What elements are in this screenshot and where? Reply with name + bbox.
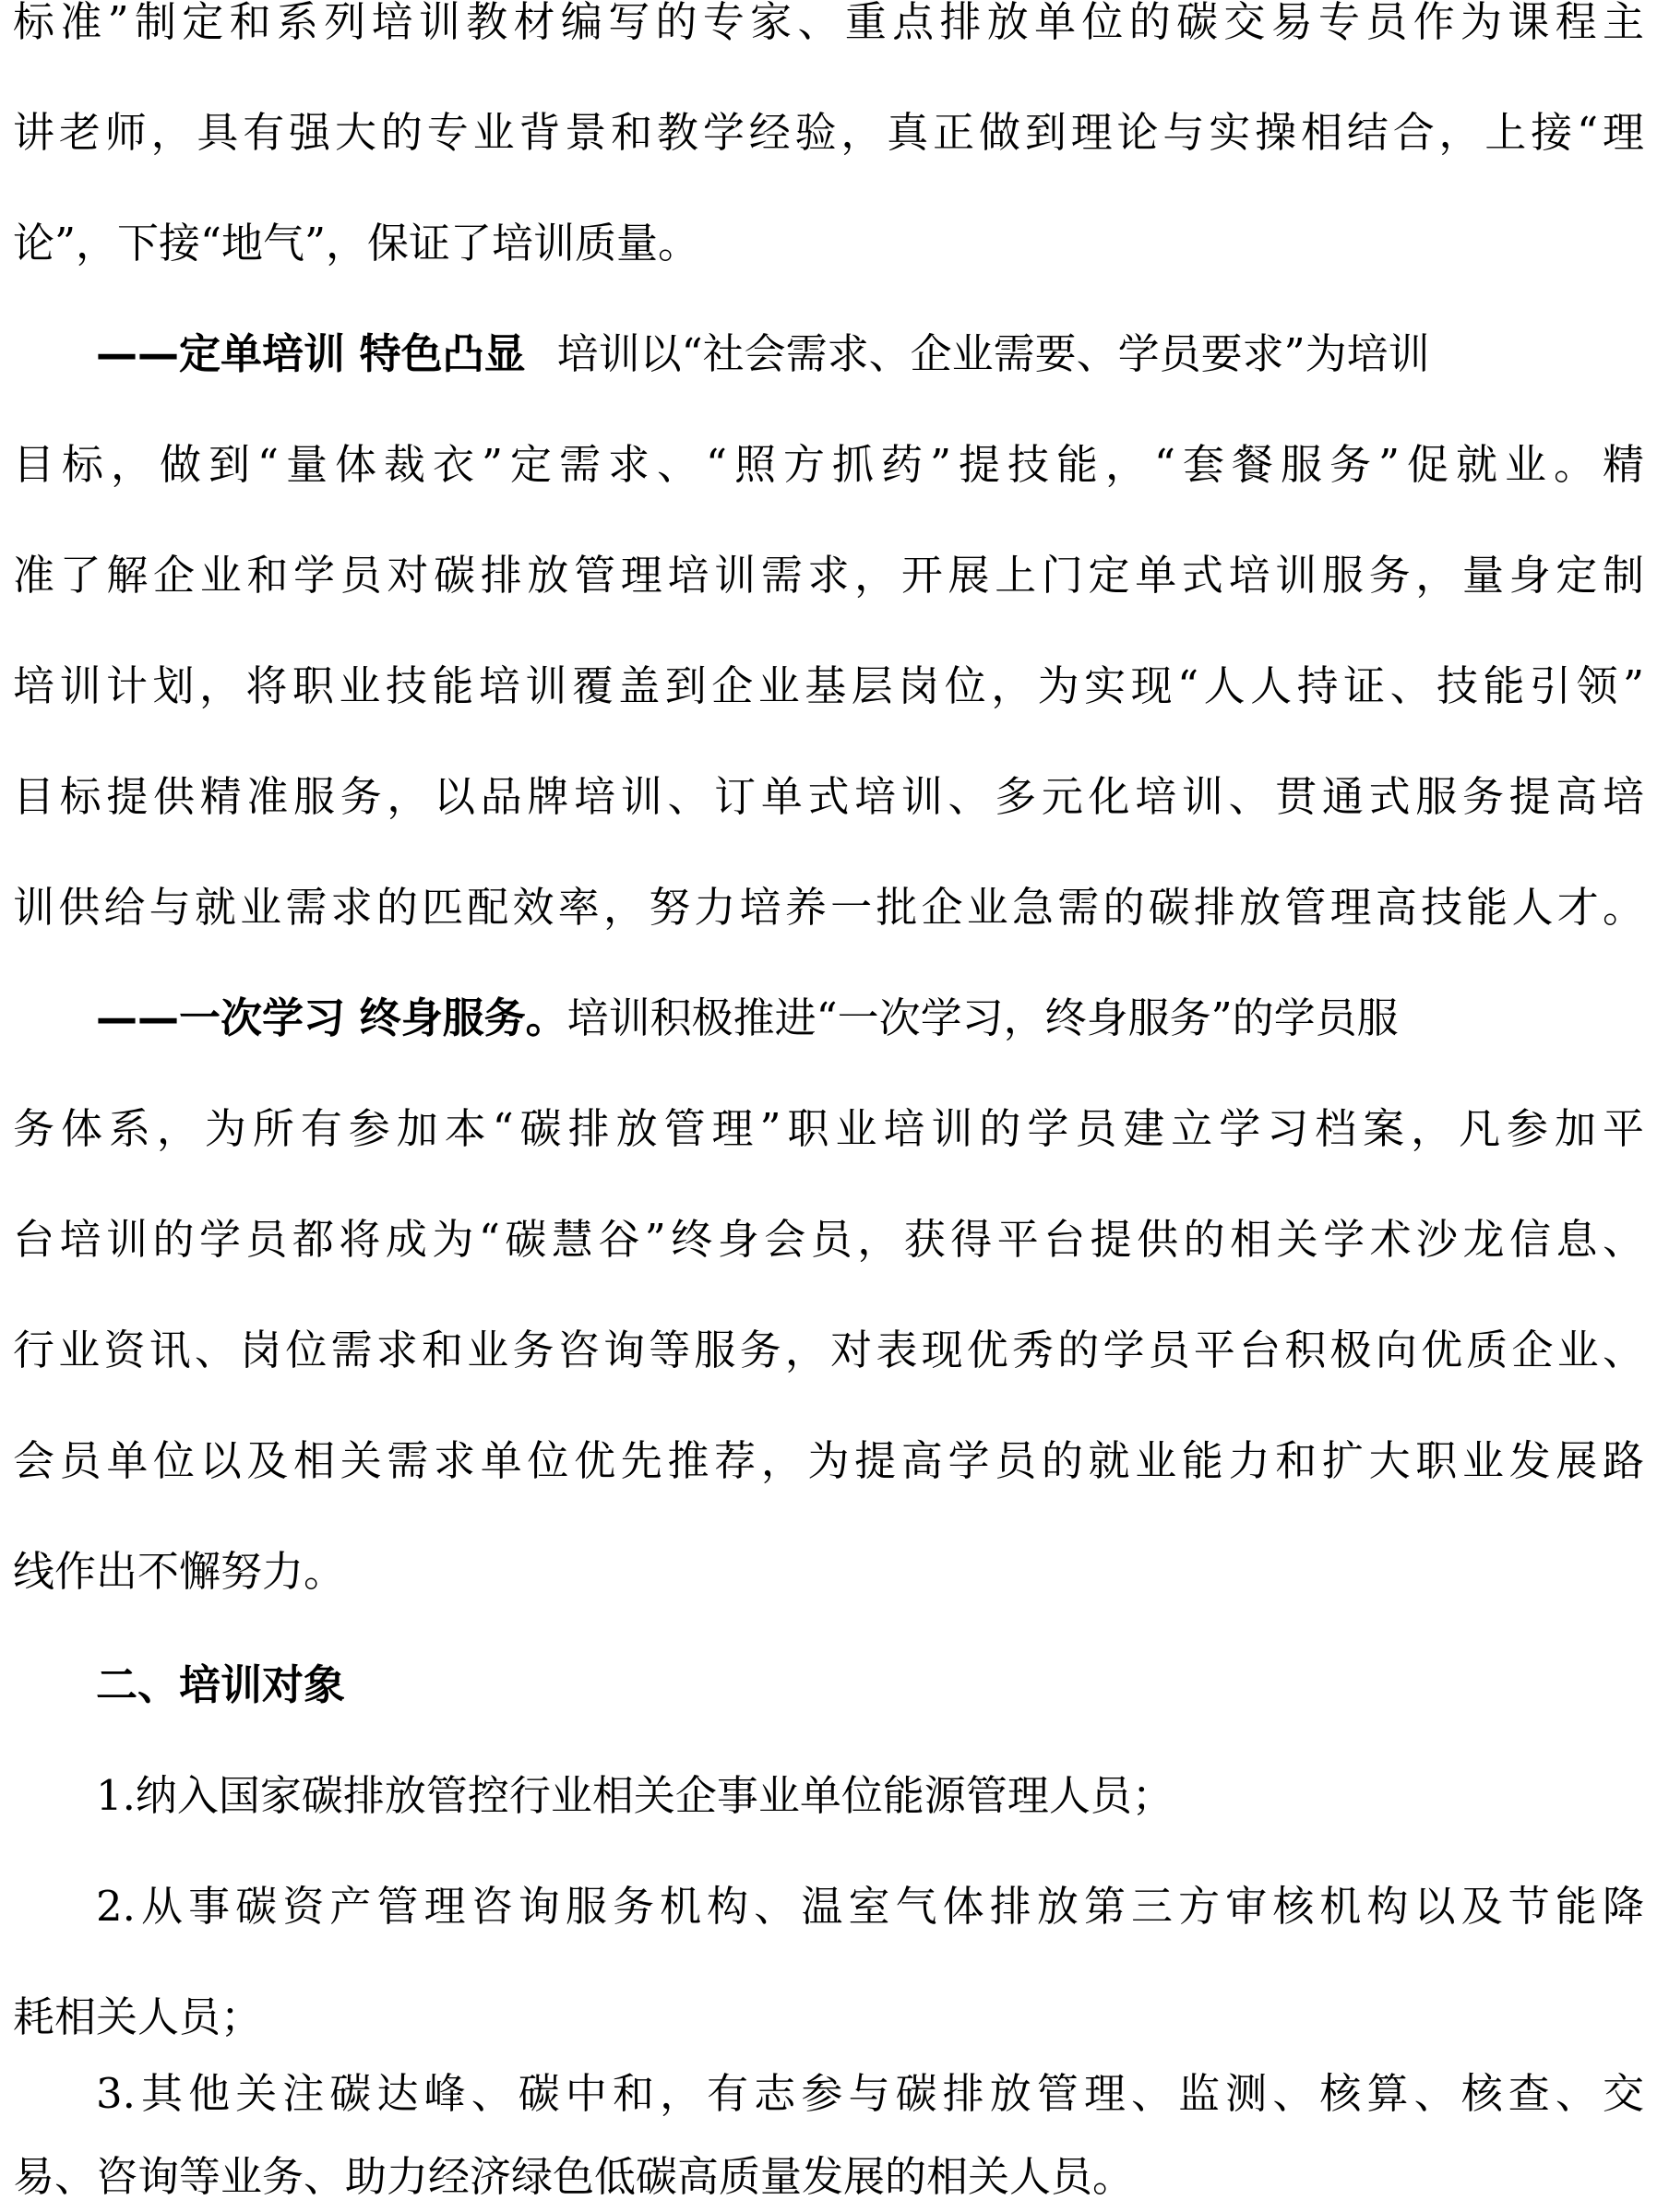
lifelong-service-line-6: 线作出不懈努力。 xyxy=(13,1547,346,1596)
lifelong-service-first-line xyxy=(96,991,1644,1046)
custom-training-line-5: 目标提供精准服务，以品牌培训、订单式培训、多元化培训、贯通式服务提高培 xyxy=(13,772,1644,821)
intro-line-3: 论”，下接“地气”，保证了培训质量。 xyxy=(13,219,700,268)
custom-training-line-4: 培训计划，将职业技能培训覆盖到企业基层岗位，为实现“人人持证、技能引领” xyxy=(13,661,1644,710)
lifelong-service-line-4: 行业资讯、岗位需求和业务咨询等服务，对表现优秀的学员平台积极向优质企业、 xyxy=(13,1326,1644,1374)
lifelong-service-first-line-text: 培训积极推进“一次学习，终身服务”的学员服 xyxy=(566,993,1399,1042)
target-item-2-line-2: 耗相关人员； xyxy=(13,1992,263,2041)
lifelong-service-line-3: 台培训的学员都将成为“碳慧谷”终身会员，获得平台提供的相关学术沙龙信息、 xyxy=(13,1215,1644,1264)
custom-training-heading: ——定单培训 特色凸显 xyxy=(96,329,526,378)
lifelong-service-line-5: 会员单位以及相关需求单位优先推荐，为提高学员的就业能力和扩大职业发展路 xyxy=(13,1436,1644,1485)
intro-line-1: 标准”制定和系列培训教材编写的专家、重点排放单位的碳交易专员作为课程主 xyxy=(13,0,1644,46)
custom-training-first-line xyxy=(96,327,1644,382)
intro-line-2: 讲老师，具有强大的专业背景和教学经验，真正做到理论与实操相结合，上接“理 xyxy=(13,108,1644,157)
target-item-2-line-1: 2.从事碳资产管理咨询服务机构、温室气体排放第三方审核机构以及节能降 xyxy=(96,1882,1644,1931)
lifelong-service-line-2: 务体系，为所有参加本“碳排放管理”职业培训的学员建立学习档案，凡参加平 xyxy=(13,1104,1644,1153)
custom-training-first-line-text: 培训以“社会需求、企业需要、学员要求”为培训 xyxy=(556,329,1430,378)
custom-training-line-2: 目标，做到“量体裁衣”定需求、“照方抓药”提技能，“套餐服务”促就业。精 xyxy=(13,440,1644,489)
section-two-title: 二、培训对象 xyxy=(96,1660,346,1709)
lifelong-service-heading: ——一次学习 终身服务。 xyxy=(96,993,567,1042)
target-item-3-line-1: 3.其他关注碳达峰、碳中和，有志参与碳排放管理、监测、核算、核查、交 xyxy=(96,2069,1644,2118)
target-item-1: 1.纳入国家碳排放管控行业相关企事业单位能源管理人员； xyxy=(96,1771,1174,1820)
custom-training-line-6: 训供给与就业需求的匹配效率，努力培养一批企业急需的碳排放管理高技能人才。 xyxy=(13,883,1644,932)
target-item-3-line-2: 易、咨询等业务、助力经济绿色低碳高质量发展的相关人员。 xyxy=(13,2152,1135,2201)
custom-training-line-3: 准了解企业和学员对碳排放管理培训需求，开展上门定单式培训服务，量身定制 xyxy=(13,551,1644,600)
